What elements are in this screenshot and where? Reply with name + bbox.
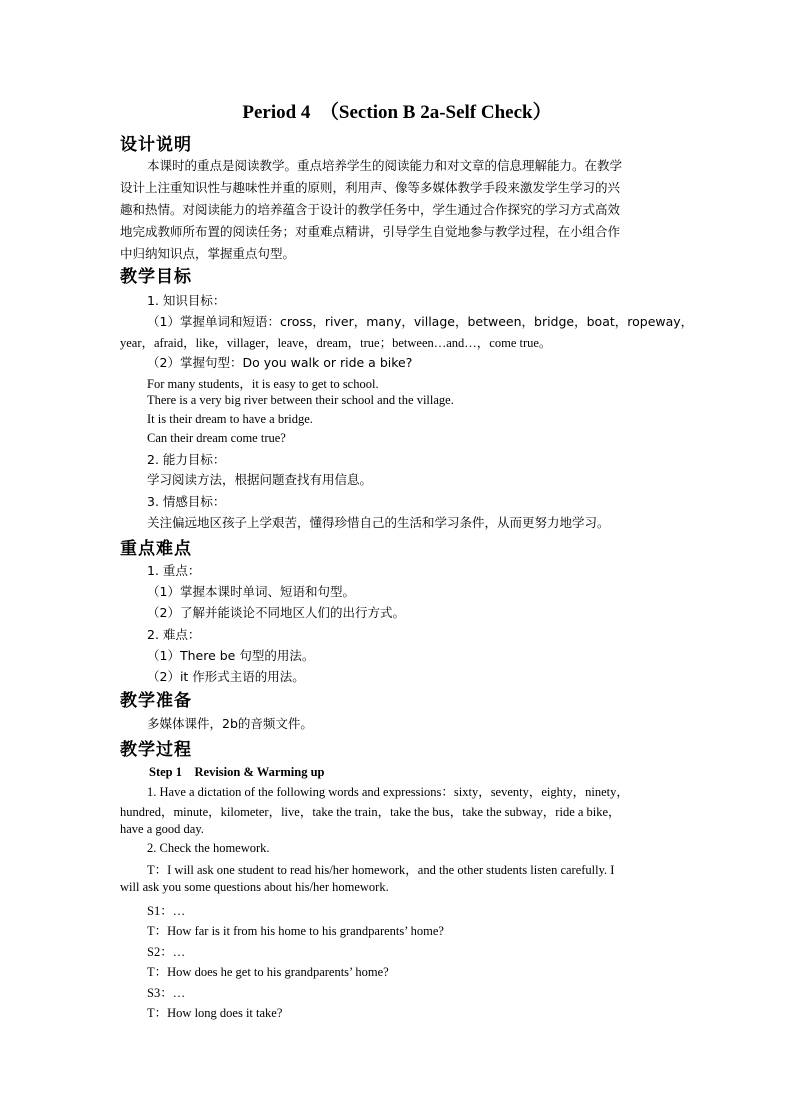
process-line: T：I will ask one student to read his/her homework，and the other students listen carefully. I	[147, 863, 615, 877]
goals-line: It is their dream to have a bridge.	[147, 412, 313, 426]
process-line: hundred，minute，kilometer，live，take the train，take the bus，take the subway，ride a bike，	[120, 805, 621, 819]
goals-line: 学习阅读方法，根据问题查找有用信息。	[147, 472, 373, 487]
process-line: S3：…	[147, 986, 186, 1000]
step-heading: Step 1 Revision & Warming up	[149, 765, 325, 779]
goals-line: （2）掌握句型：Do you walk or ride a bike?	[147, 355, 413, 370]
key-line: 1. 重点：	[147, 563, 201, 578]
process-line: T：How long does it take?	[147, 1006, 283, 1020]
goals-line: Can their dream come true?	[147, 431, 286, 445]
goals-line: year，afraid，like，villager，leave，dream，true；between…and…，come true。	[120, 336, 552, 350]
design-line-2: 设计上注重知识性与趣味性并重的原则，利用声、像等多媒体教学手段来激发学生学习的兴	[120, 180, 621, 195]
goals-line: 1. 知识目标：	[147, 293, 226, 308]
design-line-5: 中归纳知识点，掌握重点句型。	[120, 246, 296, 261]
process-line: have a good day.	[120, 822, 204, 836]
process-line: T：How does he get to his grandparents’ home?	[147, 965, 389, 979]
prep-line: 多媒体课件，2b的音频文件。	[147, 716, 313, 731]
process-line: S1：…	[147, 904, 186, 918]
key-line: （1）掌握本课时单词、短语和句型。	[147, 584, 355, 599]
section-heading-goals: 教学目标	[120, 267, 192, 287]
goals-line: （1）掌握单词和短语：cross，river，many，village，between，bridge，boat，ropeway，	[147, 314, 694, 329]
document-title: Period 4 （Section B 2a-Self Check）	[242, 102, 552, 123]
design-line-4: 地完成教师所布置的阅读任务；对重难点精讲，引导学生自觉地参与教学过程，在小组合作	[120, 224, 621, 239]
section-heading-design: 设计说明	[120, 135, 192, 155]
process-line: 1. Have a dictation of the following words and expressions：sixty，seventy，eighty，ninety，	[147, 785, 629, 799]
goals-line: For many students，it is easy to get to school.	[147, 377, 379, 391]
process-line: will ask you some questions about his/her homework.	[120, 880, 389, 894]
section-heading-process: 教学过程	[120, 740, 192, 760]
process-line: S2：…	[147, 945, 186, 959]
design-line-3: 趣和热情。对阅读能力的培养蕴含于设计的教学任务中，学生通过合作探究的学习方式高效	[120, 202, 621, 217]
key-line: （2）了解并能谈论不同地区人们的出行方式。	[147, 605, 405, 620]
goals-line: 3. 情感目标：	[147, 494, 226, 509]
key-line: （2）it 作形式主语的用法。	[147, 669, 305, 684]
process-line: T：How far is it from his home to his grandparents’ home?	[147, 924, 444, 938]
key-line: （1）There be 句型的用法。	[147, 648, 315, 663]
process-line: 2. Check the homework.	[147, 841, 270, 855]
goals-line: There is a very big river between their school and the village.	[147, 393, 454, 407]
goals-line: 2. 能力目标：	[147, 452, 226, 467]
section-heading-key: 重点难点	[120, 539, 192, 559]
section-heading-prep: 教学准备	[120, 691, 192, 711]
key-line: 2. 难点：	[147, 627, 201, 642]
goals-line: 关注偏远地区孩子上学艰苦，懂得珍惜自己的生活和学习条件，从而更努力地学习。	[147, 515, 610, 530]
design-line-1: 本课时的重点是阅读教学。重点培养学生的阅读能力和对文章的信息理解能力。在教学	[147, 158, 623, 173]
